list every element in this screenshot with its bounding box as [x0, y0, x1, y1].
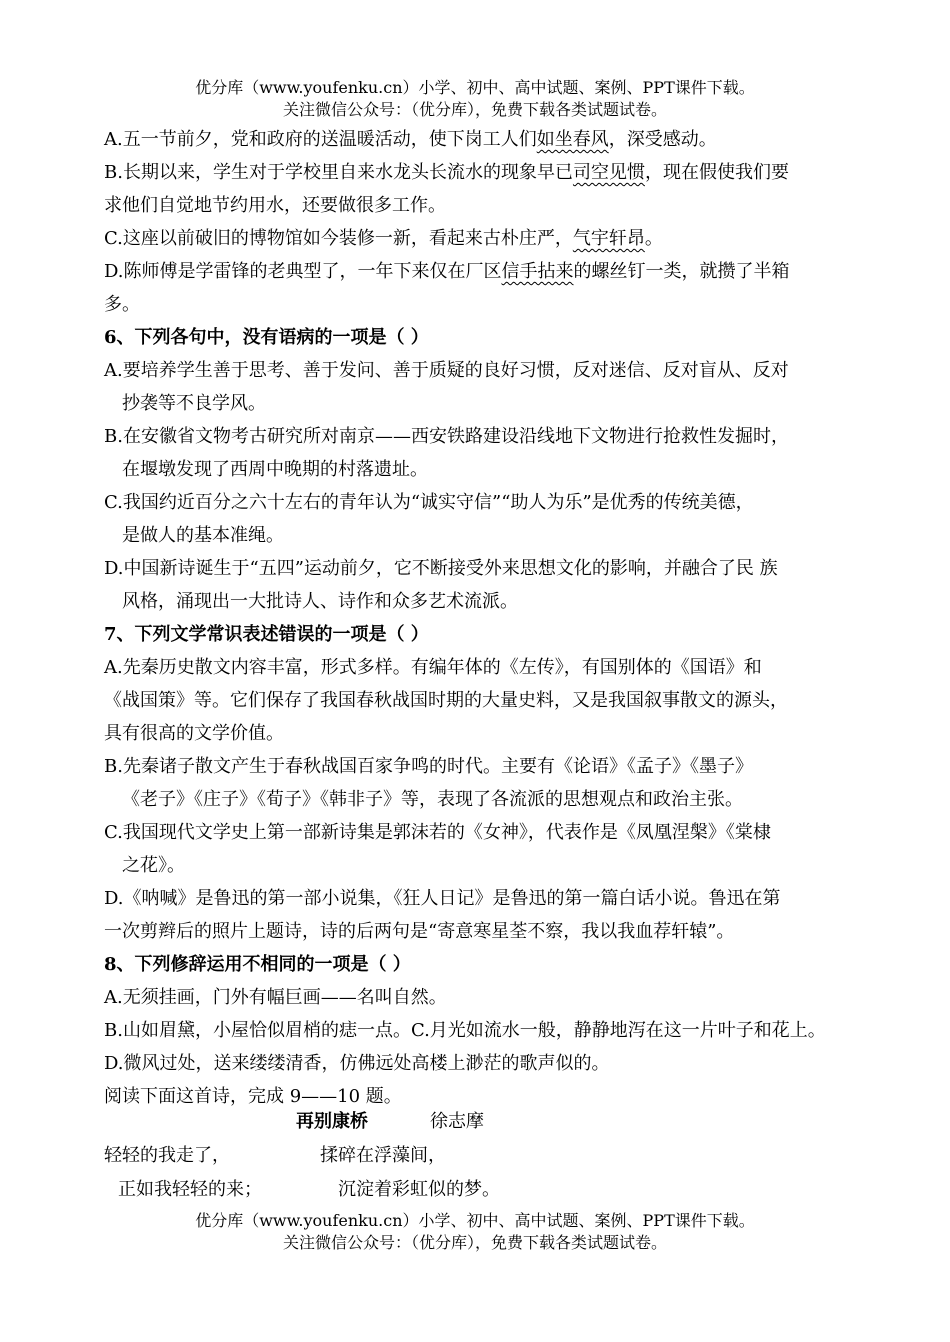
- q6-title: 6、下列各句中，没有语病的一项是（ ）: [104, 327, 429, 348]
- q6-option-a-cont: 抄袭等不良学风。: [122, 393, 266, 414]
- q5-option-b-marked: 司空见惯: [572, 162, 645, 183]
- q8-option-bc: B.山如眉黛，小屋恰似眉梢的痣一点。C.月光如流水一般，静静地泻在这一片叶子和花上。: [104, 1020, 826, 1041]
- q7-option-a-cont-1: 《战国策》等。它们保存了我国春秋战国时期的大量史料，又是我国叙事散文的源头，: [104, 690, 788, 711]
- q7-title: 7、下列文学常识表述错误的一项是（ ）: [104, 624, 429, 645]
- header-line-2: 关注微信公众号：（优分库），免费下载各类试题试卷。: [282, 100, 667, 119]
- q6-option-b-cont: 在堰墩发现了西周中晚期的村落遗址。: [122, 459, 428, 480]
- poem-line-2-left: 正如我轻轻的来；: [118, 1179, 262, 1200]
- q7-option-c: C.我国现代文学史上第一部新诗集是郭沫若的《女神》，代表作是《凤凰涅槃》《棠棣: [104, 822, 771, 843]
- header-line-1: 优分库（www.youfenku.cn）小学、初中、高中试题、案例、PPT课件下载。: [195, 78, 755, 97]
- poem-author: 徐志摩: [430, 1111, 484, 1132]
- q7-option-d-cont: 一次剪辫后的照片上题诗，诗的后两句是“寄意寒星荃不察，我以我血荐轩辕”。: [104, 921, 735, 942]
- reading-intro: 阅读下面这首诗，完成 9——10 题。: [104, 1086, 402, 1107]
- q8-option-d: D.微风过处，送来缕缕清香，仿佛远处高楼上渺茫的歌声似的。: [104, 1053, 610, 1074]
- q5-option-b: B.长期以来，学生对于学校里自来水龙头长流水的现象早已司空见惯，现在假使我们要: [104, 162, 789, 183]
- q5-option-c-marked: 气宇轩昂: [572, 228, 645, 249]
- poem-title: 再别康桥: [296, 1111, 368, 1132]
- q5-option-d-marked: 信手拈来: [501, 261, 574, 282]
- q5-option-a: A.五一节前夕，党和政府的送温暖活动，使下岗工人们如坐春风，深受感动。: [104, 129, 717, 150]
- q6-option-b: B.在安徽省文物考古研究所对南京——西安铁路建设沿线地下文物进行抢救性发掘时，: [104, 426, 789, 447]
- q5-option-a-marked: 如坐春风: [536, 129, 609, 150]
- q6-option-a: A.要培养学生善于思考、善于发问、善于质疑的良好习惯，反对迷信、反对盲从、反对: [104, 360, 789, 381]
- q6-option-c: C.我国约近百分之六十左右的青年认为“诚实守信”“助人为乐”是优秀的传统美德，: [104, 492, 754, 513]
- q7-option-d: D.《呐喊》是鲁迅的第一部小说集，《狂人日记》是鲁迅的第一篇白话小说。鲁迅在第: [104, 888, 781, 909]
- q5-option-d: D.陈师傅是学雷锋的老典型了，一年下来仅在厂区信手拈来的螺丝钉一类，就攒了半箱: [104, 261, 790, 282]
- q6-option-d: D.中国新诗诞生于“五四”运动前夕，它不断接受外来思想文化的影响，并融合了民 族: [104, 558, 778, 579]
- poem-line-1-right: 揉碎在浮藻间，: [320, 1145, 446, 1166]
- q7-option-c-cont: 之花》。: [122, 855, 185, 876]
- q8-title: 8、下列修辞运用不相同的一项是（ ）: [104, 954, 411, 975]
- poem-line-1-left: 轻轻的我走了，: [104, 1145, 230, 1166]
- q6-option-c-cont: 是做人的基本准绳。: [122, 525, 284, 546]
- q7-option-a-cont-2: 具有很高的文学价值。: [104, 723, 284, 744]
- q5-option-c: C.这座以前破旧的博物馆如今装修一新，看起来古朴庄严，气宇轩昂。: [104, 228, 663, 249]
- q5-option-d-cont: 多。: [104, 294, 140, 315]
- q5-option-b-cont: 求他们自觉地节约用水，还要做很多工作。: [104, 195, 446, 216]
- q6-option-d-cont: 风格，涌现出一大批诗人、诗作和众多艺术流派。: [122, 591, 518, 612]
- footer-line-2: 关注微信公众号：（优分库），免费下载各类试题试卷。: [282, 1233, 667, 1252]
- q7-option-a: A.先秦历史散文内容丰富，形式多样。有编年体的《左传》，有国别体的《国语》和: [104, 657, 762, 678]
- q7-option-b-cont: 《老子》《庄子》《荀子》《韩非子》等，表现了各流派的思想观点和政治主张。: [122, 789, 743, 810]
- poem-line-2-right: 沉淀着彩虹似的梦。: [338, 1179, 500, 1200]
- footer-line-1: 优分库（www.youfenku.cn）小学、初中、高中试题、案例、PPT课件下载。: [195, 1211, 755, 1230]
- q7-option-b: B.先秦诸子散文产生于春秋战国百家争鸣的时代。主要有《论语》《孟子》《墨子》: [104, 756, 753, 777]
- q8-option-a: A.无须挂画，门外有幅巨画——名叫自然。: [104, 987, 447, 1008]
